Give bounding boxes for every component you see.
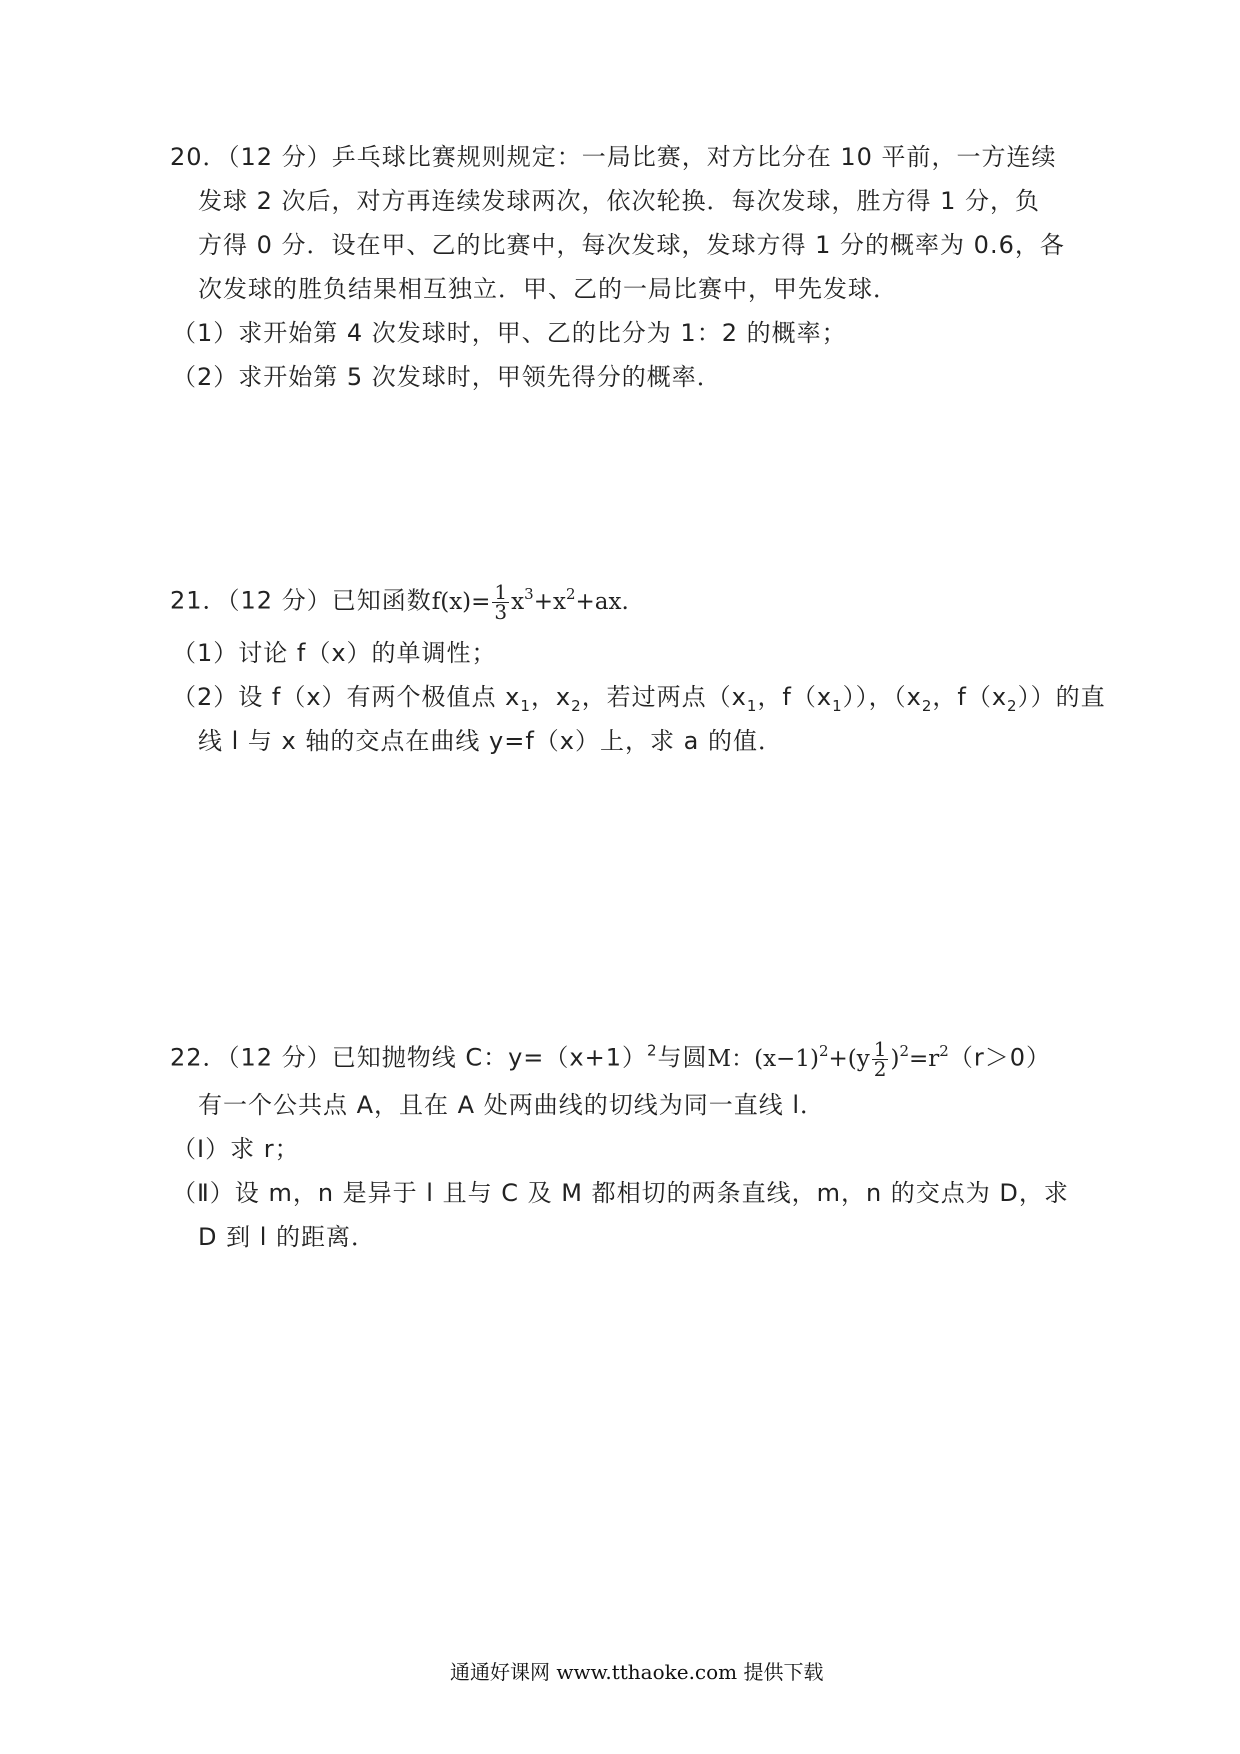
q22-frac-den: 2 bbox=[873, 1057, 887, 1081]
q21-tail: +ax. bbox=[575, 588, 629, 615]
q22-part-1: （Ⅰ）求 r； bbox=[172, 1135, 300, 1163]
q21-p2-d: ，f（x bbox=[757, 683, 833, 711]
q21-sub-1b: 1 bbox=[746, 697, 758, 715]
q21-function bbox=[431, 580, 629, 624]
q22-part-2-line-1: （Ⅱ）设 m，n 是异于 l 且与 C 及 M 都相切的两条直线，m，n 的交点为 D，求 bbox=[172, 1179, 1069, 1207]
q22-circle-m: M： bbox=[707, 1045, 755, 1072]
q21-sub-1: 1 bbox=[520, 697, 531, 715]
q22-condition: （r＞0） bbox=[948, 1043, 1051, 1072]
q22-eq-b: +(y bbox=[828, 1045, 870, 1072]
q22-exp-b: 2 bbox=[818, 1041, 829, 1060]
q22-eq-a: (x−1) bbox=[754, 1045, 819, 1072]
q21-sub-2b: 2 bbox=[921, 697, 933, 715]
q21-sub-2c: 2 bbox=[1007, 697, 1018, 715]
q21-fraction bbox=[492, 580, 509, 624]
q20-line-4: 次发球的胜负结果相互独立．甲、乙的一局比赛中，甲先发球． bbox=[198, 275, 898, 303]
q22-exp-d: 2 bbox=[939, 1041, 949, 1060]
q21-sub-2: 2 bbox=[571, 697, 582, 715]
q21-p2-e: ）），（x bbox=[842, 683, 922, 711]
q22-mid: 与圆 bbox=[657, 1043, 708, 1072]
q20-line-2: 发球 2 次后，对方再连续发球两次，依次轮换．每次发球，胜方得 1 分，负 bbox=[198, 187, 1041, 215]
q21-p2-b: ，x bbox=[530, 683, 572, 711]
q20-line-1: 20．（12 分）乒乓球比赛规则规定：一局比赛，对方比分在 10 平前，一方连续 bbox=[170, 143, 1057, 171]
q22-stem bbox=[170, 1037, 1051, 1081]
q22-part-2-line-2: D 到 l 的距离． bbox=[198, 1223, 377, 1251]
q22-exp-c: 2 bbox=[899, 1041, 909, 1060]
q21-part-2-line-1 bbox=[172, 680, 1106, 714]
q20-part-2: （2）求开始第 5 次发球时，甲领先得分的概率． bbox=[172, 363, 722, 391]
q22-eq-c: ) bbox=[890, 1045, 900, 1072]
q22-fraction bbox=[872, 1037, 889, 1081]
q20-line-3: 方得 0 分．设在甲、乙的比赛中，每次发球，发球方得 1 分的概率为 0.6，各 bbox=[198, 231, 1065, 259]
q20-part-1: （1）求开始第 4 次发球时，甲、乙的比分为 1：2 的概率； bbox=[172, 319, 847, 347]
q21-stem bbox=[170, 580, 629, 624]
q21-x: x bbox=[511, 588, 525, 615]
q21-p2-c: ，若过两点（x bbox=[581, 683, 747, 711]
q21-p2-f: ，f（x bbox=[932, 683, 1008, 711]
q22-circle-equation bbox=[707, 1037, 949, 1081]
q21-exp-2: 2 bbox=[565, 584, 576, 603]
q22-line-2: 有一个公共点 A，且在 A 处两曲线的切线为同一直线 l． bbox=[198, 1091, 826, 1119]
q21-p2-a: （2）设 f（x）有两个极值点 x bbox=[172, 683, 521, 711]
q21-plus-x: +x bbox=[533, 588, 566, 615]
q21-part-1: （1）讨论 f（x）的单调性； bbox=[172, 639, 497, 667]
q22-intro: 22．（12 分）已知抛物线 C：y=（x+1） bbox=[170, 1043, 647, 1072]
q21-part-2-line-2: 线 l 与 x 轴的交点在曲线 y=f（x）上，求 a 的值． bbox=[198, 727, 783, 755]
q21-frac-den: 3 bbox=[494, 600, 508, 624]
q21-exp-3: 3 bbox=[524, 584, 534, 603]
q21-f-lhs: f(x)= bbox=[431, 588, 491, 615]
q21-frac-num: 1 bbox=[494, 580, 508, 604]
page-footer: 通通好课网 www.tthaoke.com 提供下载 bbox=[450, 1660, 824, 1684]
q21-p2-g: ））的直 bbox=[1017, 683, 1106, 711]
q22-exp-a: 2 bbox=[647, 1041, 658, 1060]
q21-intro: 21．（12 分）已知函数 bbox=[170, 586, 432, 615]
q21-sub-1c: 1 bbox=[832, 697, 843, 715]
q22-frac-num: 1 bbox=[873, 1037, 887, 1061]
q22-eq-d: =r bbox=[909, 1045, 940, 1072]
